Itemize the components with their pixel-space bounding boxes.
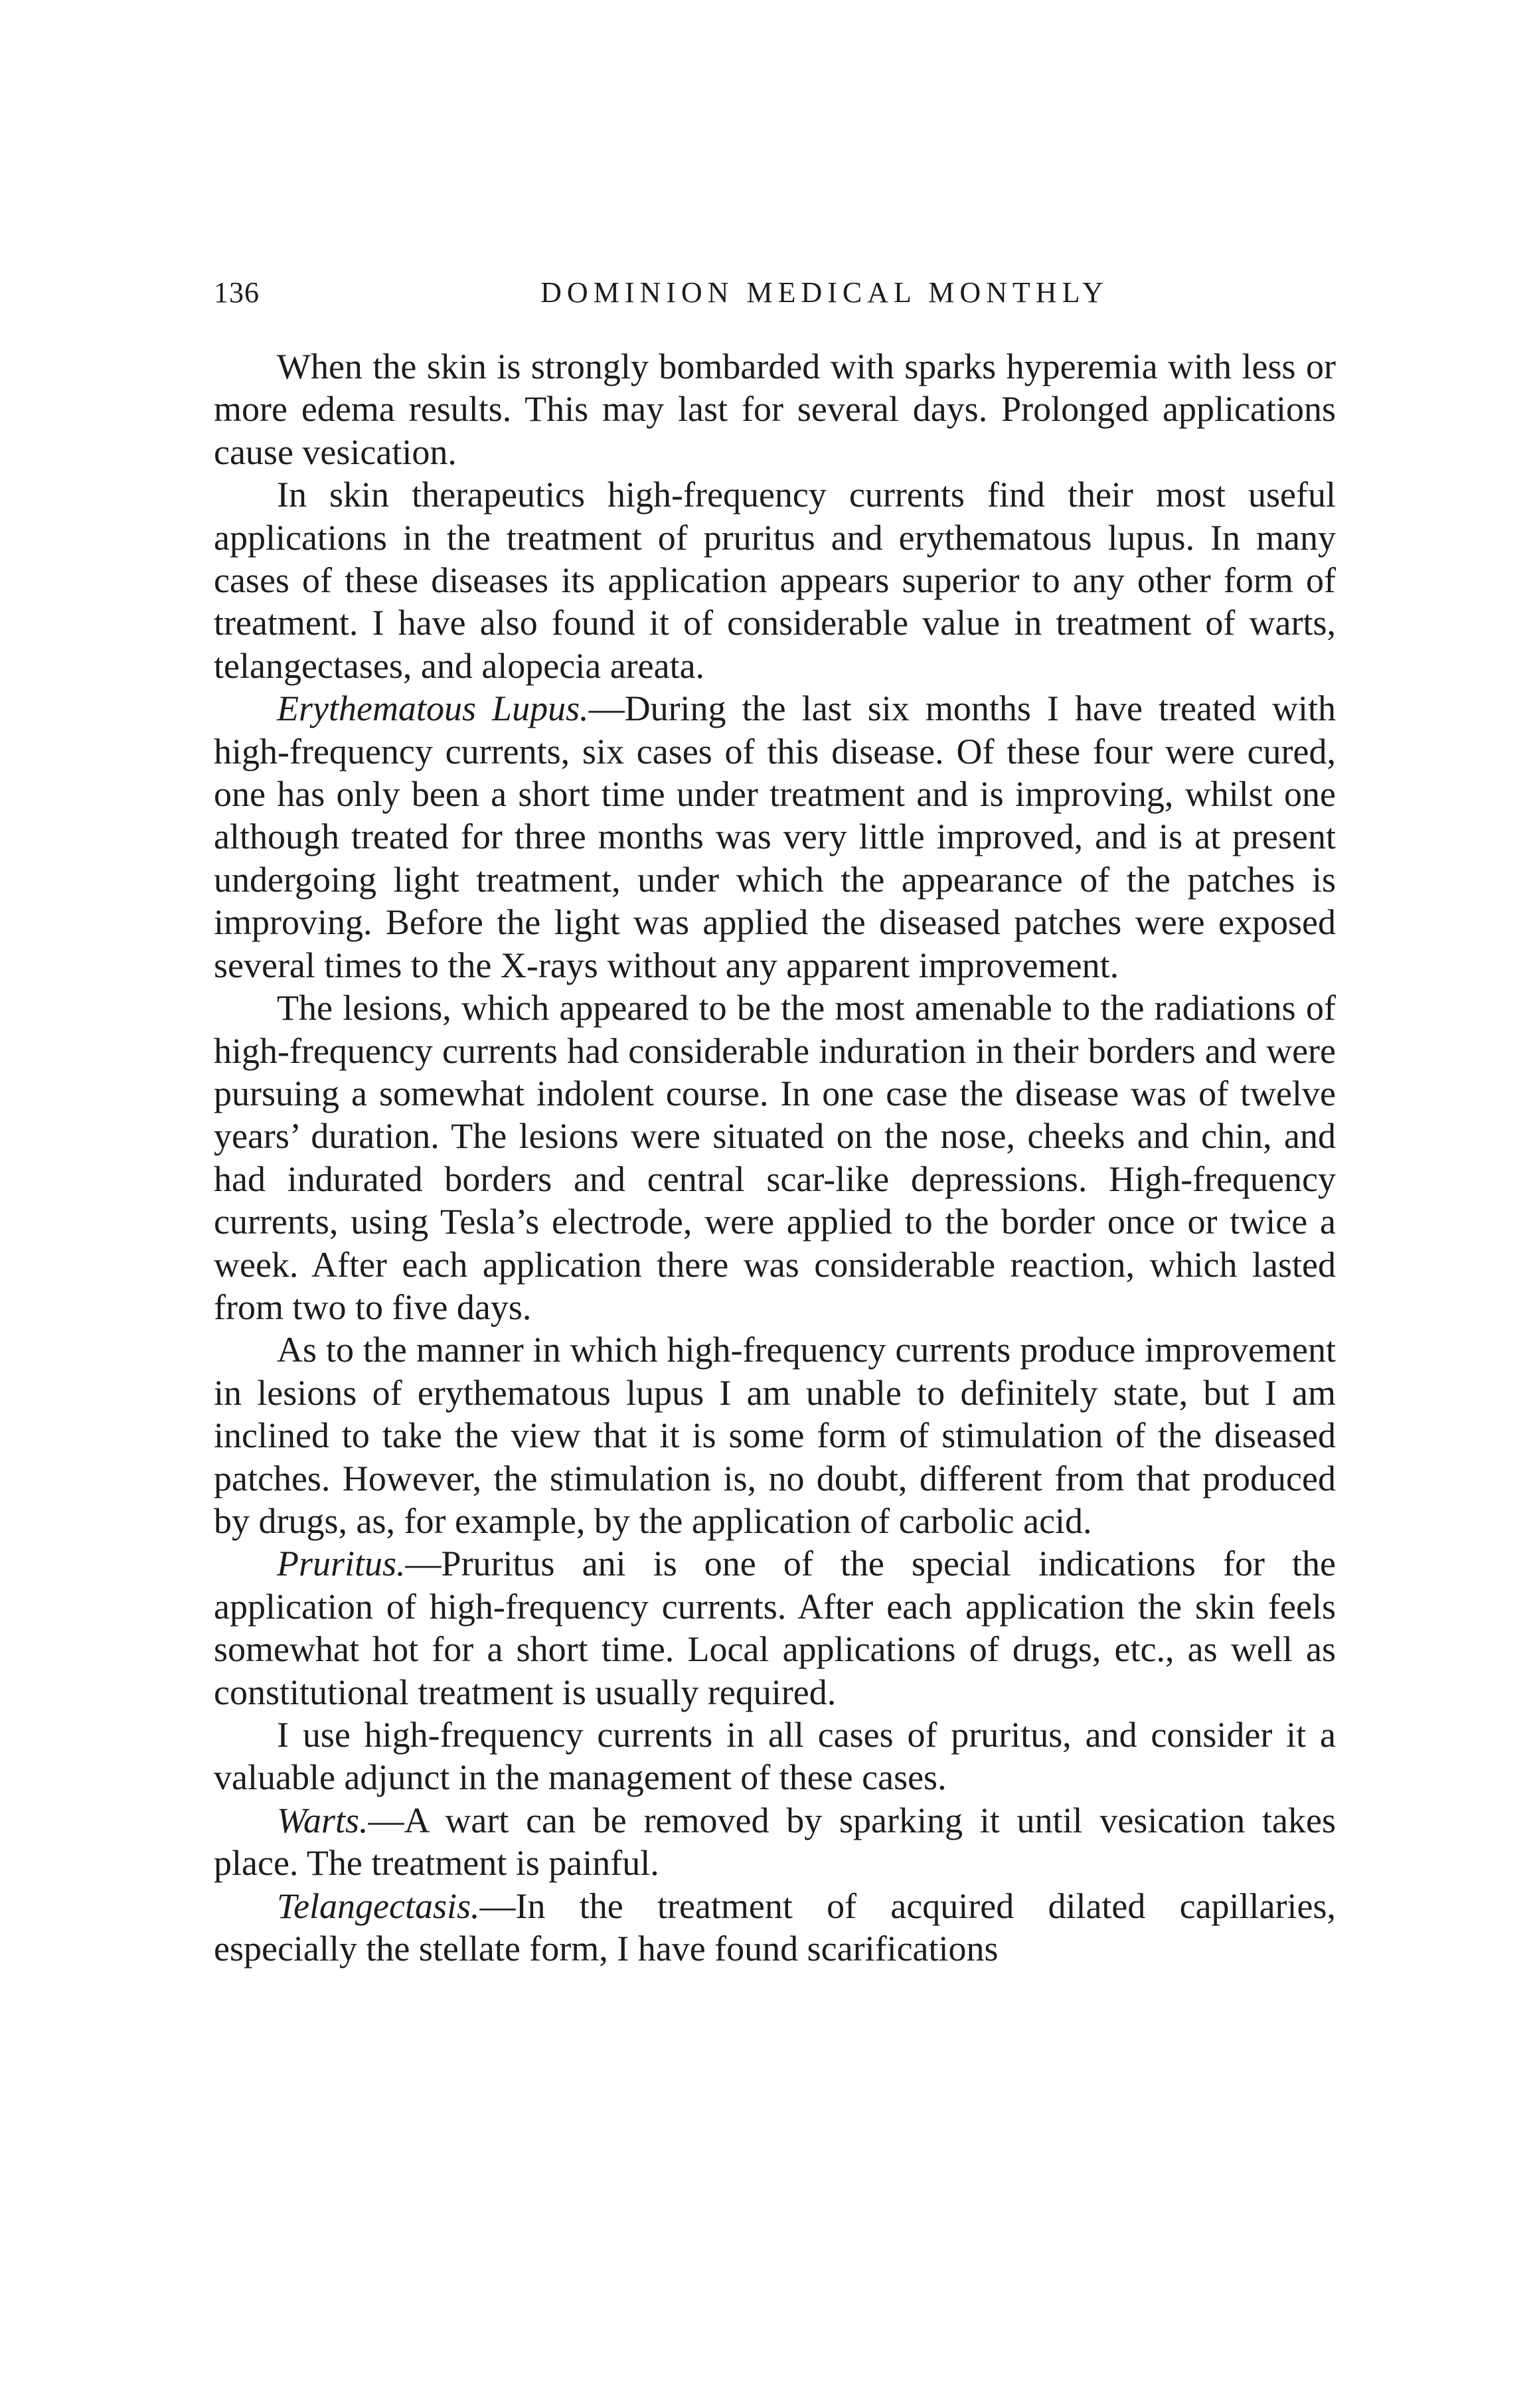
section-lead-pruritus: Pruritus. [277, 1544, 406, 1584]
page-header [214, 276, 1336, 322]
page-number: 136 [214, 276, 260, 309]
paragraph-text: —A wart can be removed by sparking it until vesication takes place. The treatment is painful. [214, 1800, 1336, 1884]
paragraph-text: —Pruritus ani is one of the special indications for the application of high-frequency currents. After each application the skin feels somewhat hot for a short time. Local applications of drugs, etc., as well as constitutional treatment is usually required. [214, 1544, 1336, 1712]
paragraph-pruritus [214, 1542, 1336, 1714]
running-title: DOMINION MEDICAL MONTHLY [540, 276, 1109, 309]
paragraph-text: When the skin is strongly bombarded with sparks hyperemia with less or more edema results. This may last for several days. Prolonged applications cause vesication. [214, 347, 1336, 472]
section-lead-erythematous-lupus: Erythematous Lupus. [277, 688, 589, 729]
paragraph-text: I use high-frequency currents in all cases of pruritus, and consider it a valuable adjunct in the management of these cases. [214, 1715, 1336, 1798]
paragraph-7 [214, 1714, 1336, 1799]
paragraph-text: In skin therapeutics high-frequency currents find their most useful applications in the treatment of pruritus and erythematous lupus. In many cases of these diseases its application appears superior to any other form of treatment. I have also found it of considerable value in treatment of warts, telangectases, and alopecia areata. [214, 475, 1336, 686]
body-text [214, 345, 1336, 1970]
paragraph-5 [214, 1328, 1336, 1542]
section-lead-warts: Warts. [277, 1800, 368, 1840]
paragraph-telangectasis [214, 1885, 1336, 1970]
paragraph-warts [214, 1799, 1336, 1885]
section-lead-telangectasis: Telangectasis. [277, 1886, 480, 1926]
paragraph-text: —In the treatment of acquired dilated capillaries, especially the stellate form, I have found scarifications [214, 1886, 1336, 1969]
paragraph-erythematous-lupus [214, 687, 1336, 987]
paragraph-2 [214, 473, 1336, 687]
paragraph-text: As to the manner in which high-frequency currents produce improvement in lesions of erythematous lupus I am unable to definitely state, but I am inclined to take the view that it is some form of stimulation of the diseased patches. However, the stimulation is, no doubt, different from that produced by drugs, as, for example, by the application of carbolic acid. [214, 1330, 1336, 1541]
paragraph-4 [214, 987, 1336, 1328]
paragraph-text: The lesions, which appeared to be the most amenable to the radiations of high-frequency currents had considerable induration in their borders and were pursuing a somewhat indolent course. In one case the disease was of twelve years’ duration. The lesions were situated on the nose, cheeks and chin, and had indurated borders and central scar-like depressions. High-frequency currents, using Tesla’s electrode, were applied to the border once or twice a week. After each application there was considerable reaction, which lasted from two to five days. [214, 988, 1336, 1327]
paragraph-1 [214, 345, 1336, 473]
paragraph-text: —During the last six months I have treated with high-frequency currents, six cases of this disease. Of these four were cured, one has only been a short time under treatment and is improving, whilst one although treated for three months was very little improved, and is at present undergoing light treatment, under which the appearance of the patches is improving. Before the light was applied the diseased patches were exposed several times to the X-rays without any apparent improvement. [214, 688, 1336, 985]
